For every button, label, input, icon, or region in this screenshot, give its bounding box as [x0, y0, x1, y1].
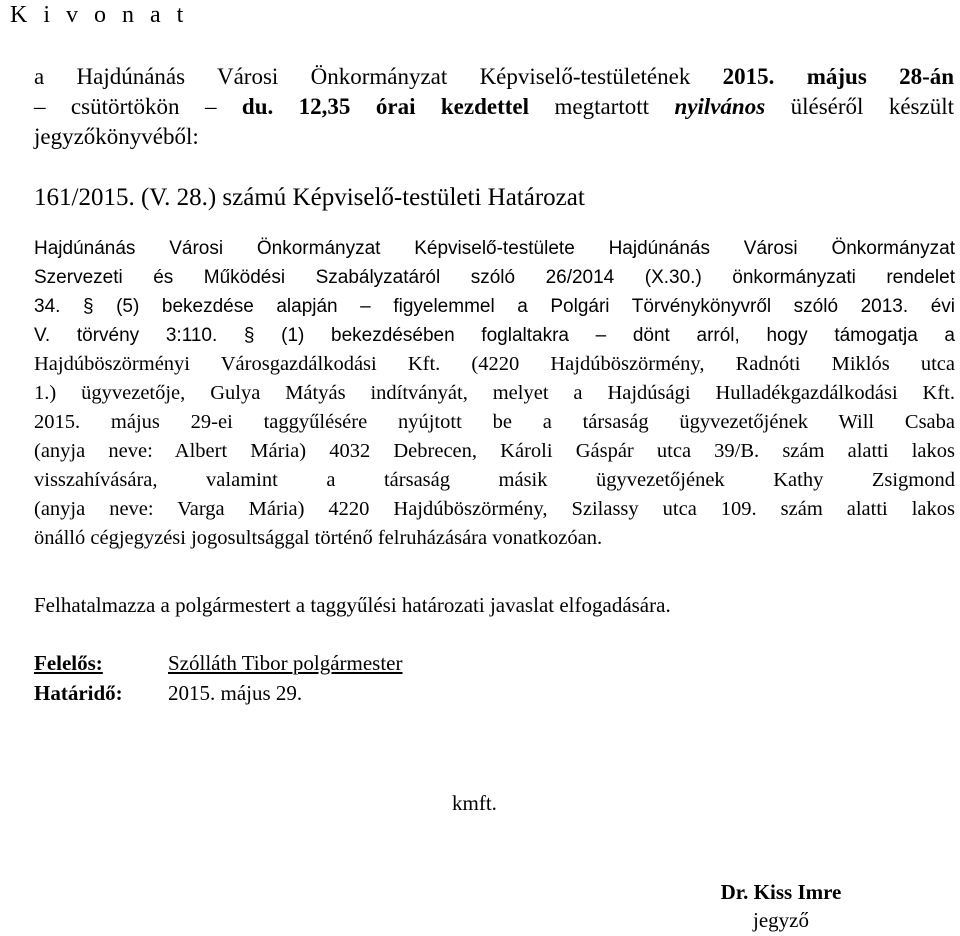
- resolution-body: [34, 234, 955, 553]
- intro-minutes: üléséről készült: [790, 94, 954, 119]
- resolution-number-title: 161/2015. (V. 28.) számú Képviselő-testületi Határozat: [34, 184, 585, 211]
- document-title: K i v o n a t: [10, 2, 189, 28]
- body-line: Hajdúböszörményi Városgazdálkodási Kft. (4220 Hajdúböszörmény, Radnóti Miklós utca: [34, 353, 955, 375]
- body-line: Hajdúnánás Városi Önkormányzat Képviselő-testülete Hajdúnánás Városi Önkormányzat: [34, 238, 955, 259]
- deadline-label: Határidő:: [34, 681, 123, 705]
- body-line: V. törvény 3:110. § (1) bekezdésében foglaltakra – dönt arról, hogy támogatja a: [34, 325, 955, 346]
- intro-weekday: – csütörtökön –: [34, 94, 217, 119]
- body-line: Szervezeti és Működési Szabályzatáról szóló 26/2014 (X.30.) önkormányzati rendelet: [34, 267, 955, 288]
- body-line: visszahívására, valamint a társaság másik ügyvezetőjének Kathy Zsigmond: [34, 469, 955, 491]
- session-public: nyilvános: [674, 94, 766, 119]
- deadline-value: 2015. május 29.: [168, 681, 303, 705]
- responsible-label: Felelős:: [34, 651, 103, 675]
- body-line: 2015. május 29-ei taggyűlésére nyújtott be a társaság ügyvezetőjének Will Csaba: [34, 411, 955, 433]
- signature-block: [706, 878, 856, 934]
- session-time: du. 12,35 órai kezdettel: [241, 94, 530, 119]
- responsible-value: Szólláth Tibor polgármester: [168, 651, 403, 675]
- intro-line-1-text: a Hajdúnánás Városi Önkormányzat Képviselő-testületének: [34, 64, 691, 89]
- intro-line-2: [34, 92, 954, 122]
- kmft-note: kmft.: [452, 791, 497, 815]
- deadline-row: [34, 678, 403, 708]
- body-line: 34. § (5) bekezdése alapján – figyelemmel a Polgári Törvénykönyvről szóló 2013. évi: [34, 296, 955, 317]
- signer-name: Dr. Kiss Imre: [720, 880, 842, 904]
- body-line: (anyja neve: Varga Mária) 4220 Hajdúböszörmény, Szilassy utca 109. szám alatti lakos: [34, 498, 955, 520]
- session-date: 2015. május 28-án: [722, 64, 955, 89]
- body-line: 1.) ügyvezetője, Gulya Mátyás indítványát, melyet a Hajdúsági Hulladékgazdálkodási Kft.: [34, 382, 955, 404]
- body-line: (anyja neve: Albert Mária) 4032 Debrecen, Károli Gáspár utca 39/B. szám alatti lakos: [34, 440, 955, 462]
- resolution-title: [34, 182, 585, 214]
- intro-paragraph: [34, 62, 954, 152]
- authorization-text: Felhatalmazza a polgármestert a taggyűlési határozati javaslat elfogadására.: [34, 593, 671, 617]
- responsible-row: [34, 648, 403, 678]
- responsibility-block: [34, 648, 403, 708]
- body-line: önálló cégjegyzési jogosultsággal történő felruházására vonatkozóan.: [34, 527, 603, 549]
- signer-title: jegyző: [753, 908, 809, 932]
- intro-held: megtartott: [554, 94, 649, 119]
- intro-line-3: jegyzőkönyvéből:: [34, 124, 199, 149]
- intro-line-1: [34, 62, 954, 92]
